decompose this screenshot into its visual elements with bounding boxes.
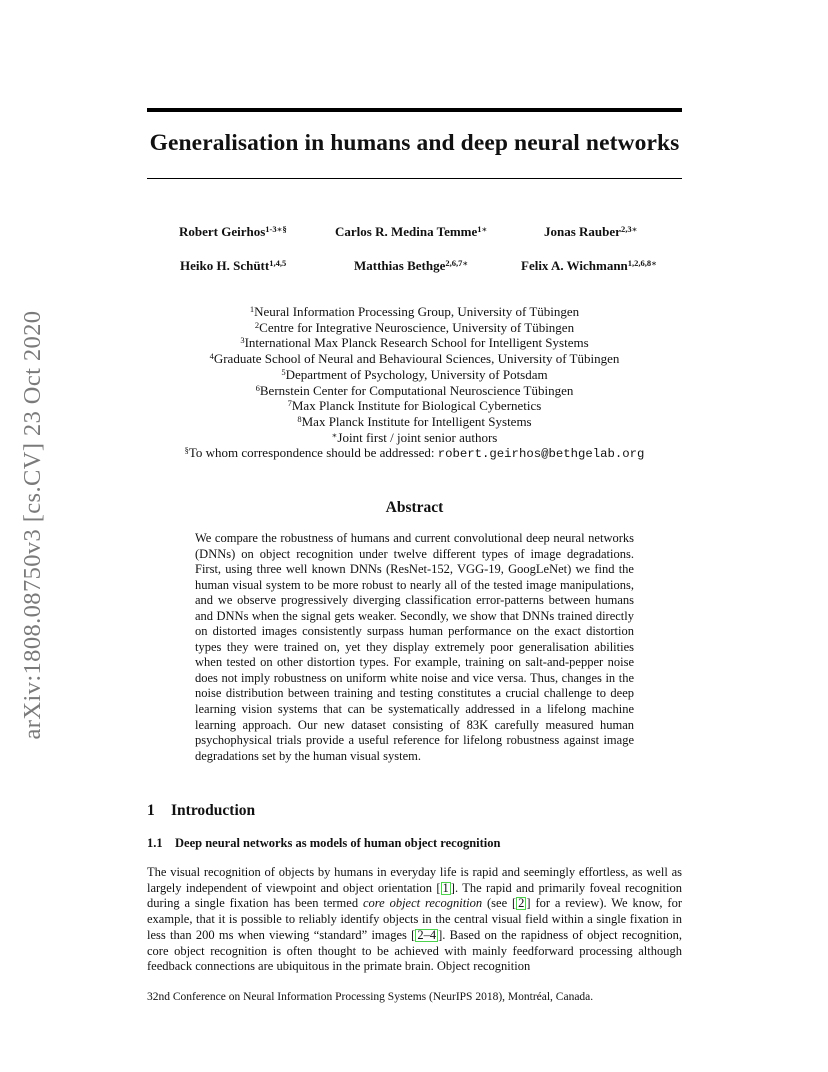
subsection-title: Deep neural networks as models of human object recognition: [175, 836, 501, 850]
subsection-number: 1.1: [147, 836, 163, 850]
affiliation-line: $^3$International Max Planck Research School for Intelligent Systems: [240, 335, 589, 351]
emphasis-term: core object recognition: [362, 896, 483, 911]
affiliation-line: $^4$Graduate School of Neural and Behavioural Sciences, University of Tübingen: [209, 351, 620, 367]
section-title: Introduction: [171, 802, 256, 819]
title-top-rule: [147, 108, 682, 112]
section-heading: [147, 802, 255, 820]
citation-link[interactable]: 2: [518, 896, 525, 911]
affiliation-line: ∗Joint first / joint senior authors: [331, 429, 498, 445]
paper-title: Generalisation in humans and deep neural networks: [149, 130, 680, 156]
affiliation-line: $^5$Department of Psychology, University of Potsdam: [281, 366, 548, 382]
affiliation-line: $^2$Centre for Integrative Neuroscience, University of Tübingen: [254, 319, 575, 335]
citation-link[interactable]: 2–4: [417, 927, 437, 942]
abstract-text: We compare the robustness of humans and current convolutional deep neural networks (DNNs) on object recognition under twelve different types of image degradations. First, using three well known DNNs (ResNet-152, VGG-19, GoogLeNet) we find the human visual system to be more robust to nearly all of the tested image manipulations, and we observe progressively diverging classification error-patterns between humans and DNNs when the signal gets weaker. Secondly, we show that DNNs trained directly on distorted images consistently surpass human performance on the exact distortion types they were trained on, yet they display extremely poor generalisation abilities when tested on other distortion types. For example, training on salt-and-pepper noise does not imply robustness on uniform white noise and vice versa. Thus, changes in the noise distribution between training and testing constitutes a crucial challenge to deep learning vision systems that can be systematically addressed in a lifelong machine learning approach. Our new dataset consisting of 83K carefully measured human psychophysical trials provide a useful reference for lifelong robustness against image degradations set by the human visual system.: [195, 531, 634, 763]
title-bottom-rule: [147, 178, 682, 179]
author-4: Heiko H. Schütt$^{1,4,5}$: [180, 258, 287, 273]
author-2: Carlos R. Medina Temme$^{1∗}$: [335, 224, 488, 239]
subsection-heading: [147, 836, 500, 851]
author-5: Matthias Bethge$^{2,6,7∗}$: [354, 258, 469, 273]
arxiv-identifier: arXiv:1808.08750v3 [cs.CV] 23 Oct 2020: [19, 310, 46, 740]
abstract-heading: Abstract: [385, 499, 444, 516]
author-3: Jonas Rauber$^{2,3∗}$: [544, 224, 638, 239]
affiliation-line: $^1$Neural Information Processing Group, University of Tübingen: [249, 304, 580, 319]
author-1: Robert Geirhos$^{1-3∗\S}$: [179, 224, 287, 239]
citation-link[interactable]: 1: [442, 880, 449, 895]
affiliation-line: $^6$Bernstein Center for Computational Neuroscience Tübingen: [255, 382, 574, 398]
affiliation-line: $^8$Max Planck Institute for Intelligent Systems: [297, 413, 532, 429]
affiliations: [147, 304, 682, 463]
affiliation-line: $^7$Max Planck Institute for Biological Cybernetics: [287, 398, 542, 414]
correspondence-email[interactable]: robert.geirhos@bethgelab.org: [437, 447, 645, 462]
author-6: Felix A. Wichmann$^{1,2,6,8∗}$: [521, 258, 658, 273]
conference-footer: 32nd Conference on Neural Information Processing Systems (NeurIPS 2018), Montréal, Canada.: [147, 991, 594, 1003]
correspondence-line: §To whom correspondence should be addressed: robert.geirhos@bethgelab.org: [184, 445, 645, 462]
section-number: 1: [147, 802, 155, 819]
arxiv-sidebar-stamp: [18, 290, 48, 760]
intro-paragraph: The visual recognition of objects by humans in everyday life is rapid and seemingly effortless, as well as largely independent of viewpoint and object orientation [ 1 ]. The rapid and primarily foveal recognition during a single fixation has been termed core object recognition (see [ 2 ] for a review). We know, for example, that it is possible to reliably identify objects in the central visual field within a single fixation in less than 200 ms when viewing “standard” images [ 2–4 ]. Based on the rapidness of object recognition, core object recognition is often thought to be achieved with mainly feedforward processing although feedback connections are ubiquitous in the primate brain. Object recognition: [147, 865, 682, 974]
